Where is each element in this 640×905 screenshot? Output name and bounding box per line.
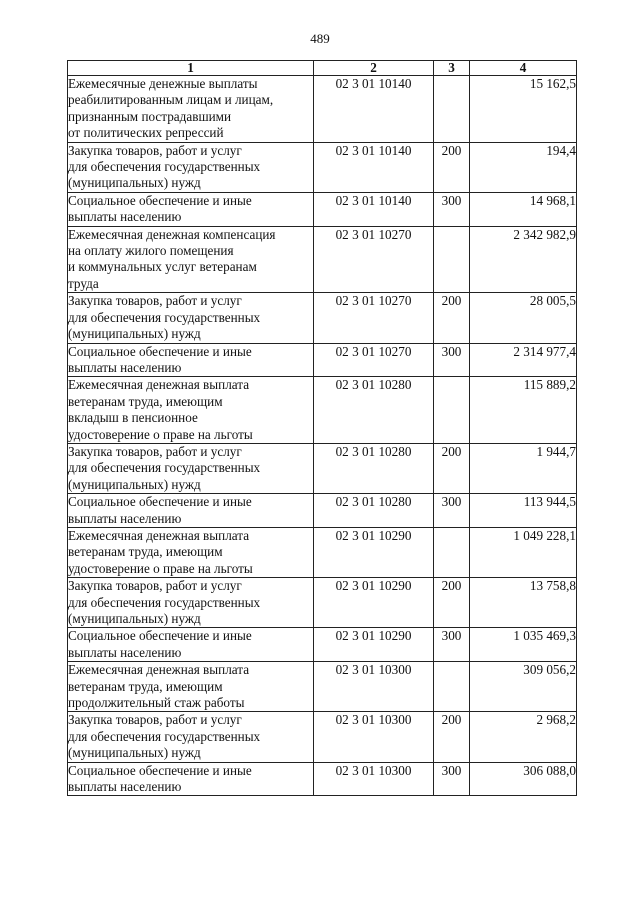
expense-name-line: Социальное обеспечение и иные: [68, 343, 252, 359]
table-row: [68, 712, 577, 762]
target-code-cell: 02 3 01 10270: [314, 293, 434, 343]
expense-name-line: удостоверение о праве на льготы: [68, 426, 253, 442]
amount-cell: 309 056,2: [470, 662, 577, 712]
expense-name-line: для обеспечения государственных: [68, 159, 261, 175]
expense-kind-cell: [434, 662, 470, 712]
table-row: [68, 628, 577, 662]
expense-name-line: Закупка товаров, работ и услуг: [68, 293, 242, 309]
header-col-4: 4: [470, 61, 577, 76]
budget-table: [67, 60, 577, 796]
expense-name-line: для обеспечения государственных: [68, 460, 261, 476]
expense-name-line: на оплату жилого помещения: [68, 243, 234, 259]
expense-name-line: ветеранам труда, имеющим: [68, 544, 223, 560]
expense-name-line: Социальное обеспечение и иные: [68, 628, 252, 644]
target-code-cell: 02 3 01 10140: [314, 142, 434, 192]
target-code-cell: 02 3 01 10280: [314, 494, 434, 528]
expense-name-line: выплаты населению: [68, 644, 182, 660]
amount-cell: 2 968,2: [470, 712, 577, 762]
expense-name-line: Социальное обеспечение и иные: [68, 192, 252, 208]
amount-cell: 113 944,5: [470, 494, 577, 528]
amount-cell: 28 005,5: [470, 293, 577, 343]
expense-kind-cell: 200: [434, 293, 470, 343]
page-number: 489: [310, 31, 330, 46]
expense-kind-cell: [434, 377, 470, 444]
expense-name-line: удостоверение о праве на льготы: [68, 560, 253, 576]
expense-name-cell: [68, 76, 314, 143]
expense-name-line: для обеспечения государственных: [68, 728, 261, 744]
expense-name-line: Закупка товаров, работ и услуг: [68, 443, 242, 459]
expense-kind-cell: 300: [434, 628, 470, 662]
expense-name-line: (муниципальных) нужд: [68, 175, 201, 191]
header-col-1: 1: [68, 61, 314, 76]
expense-name-line: реабилитированным лицам и лицам,: [68, 92, 274, 108]
expense-kind-cell: [434, 527, 470, 577]
expense-kind-cell: 300: [434, 762, 470, 796]
amount-cell: 15 162,5: [470, 76, 577, 143]
header-col-2: 2: [314, 61, 434, 76]
table-body: [68, 76, 577, 796]
expense-kind-cell: 200: [434, 443, 470, 493]
expense-name-line: Ежемесячная денежная выплата: [68, 662, 250, 678]
amount-cell: 306 088,0: [470, 762, 577, 796]
expense-name-cell: [68, 712, 314, 762]
table-row: [68, 443, 577, 493]
expense-kind-cell: 200: [434, 712, 470, 762]
expense-name-line: вкладыш в пенсионное: [68, 410, 198, 426]
amount-cell: 2 314 977,4: [470, 343, 577, 377]
expense-name-cell: [68, 293, 314, 343]
target-code-cell: 02 3 01 10270: [314, 226, 434, 293]
expense-kind-cell: 200: [434, 142, 470, 192]
expense-name-cell: [68, 343, 314, 377]
expense-kind-cell: 300: [434, 343, 470, 377]
table-row: [68, 192, 577, 226]
expense-name-cell: [68, 226, 314, 293]
target-code-cell: 02 3 01 10140: [314, 192, 434, 226]
target-code-cell: 02 3 01 10300: [314, 662, 434, 712]
expense-kind-cell: [434, 76, 470, 143]
amount-cell: 13 758,8: [470, 578, 577, 628]
expense-name-line: выплаты населению: [68, 359, 182, 375]
target-code-cell: 02 3 01 10290: [314, 527, 434, 577]
amount-cell: 1 944,7: [470, 443, 577, 493]
amount-cell: 194,4: [470, 142, 577, 192]
expense-kind-cell: 300: [434, 192, 470, 226]
expense-name-line: (муниципальных) нужд: [68, 611, 201, 626]
expense-name-line: продолжительный стаж работы: [68, 695, 245, 711]
expense-name-line: выплаты населению: [68, 779, 182, 795]
amount-cell: 14 968,1: [470, 192, 577, 226]
amount-cell: 2 342 982,9: [470, 226, 577, 293]
expense-name-cell: [68, 628, 314, 662]
expense-name-cell: [68, 443, 314, 493]
expense-name-line: Ежемесячная денежная выплата: [68, 377, 250, 393]
table-row: [68, 377, 577, 444]
expense-name-line: Закупка товаров, работ и услуг: [68, 578, 242, 594]
target-code-cell: 02 3 01 10290: [314, 578, 434, 628]
amount-cell: 115 889,2: [470, 377, 577, 444]
expense-name-line: признанным пострадавшими: [68, 108, 232, 124]
target-code-cell: 02 3 01 10270: [314, 343, 434, 377]
expense-name-cell: [68, 377, 314, 444]
expense-name-line: ветеранам труда, имеющим: [68, 393, 223, 409]
expense-name-line: Закупка товаров, работ и услуг: [68, 142, 242, 158]
table-row: [68, 142, 577, 192]
target-code-cell: 02 3 01 10300: [314, 762, 434, 796]
expense-name-cell: [68, 142, 314, 192]
expense-name-line: от политических репрессий: [68, 125, 224, 141]
table-row: [68, 76, 577, 143]
expense-name-line: Ежемесячная денежная компенсация: [68, 226, 276, 242]
expense-kind-cell: 200: [434, 578, 470, 628]
target-code-cell: 02 3 01 10300: [314, 712, 434, 762]
expense-name-line: Закупка товаров, работ и услуг: [68, 712, 242, 728]
expense-name-line: для обеспечения государственных: [68, 309, 261, 325]
expense-name-line: Ежемесячная денежная выплата: [68, 527, 250, 543]
expense-name-line: (муниципальных) нужд: [68, 745, 201, 761]
table-row: [68, 293, 577, 343]
expense-name-cell: [68, 662, 314, 712]
target-code-cell: 02 3 01 10290: [314, 628, 434, 662]
expense-name-line: (муниципальных) нужд: [68, 476, 201, 492]
expense-name-cell: [68, 762, 314, 796]
expense-name-line: ветеранам труда, имеющим: [68, 678, 223, 694]
expense-name-line: выплаты населению: [68, 209, 182, 225]
amount-cell: 1 035 469,3: [470, 628, 577, 662]
table-row: [68, 226, 577, 293]
expense-name-line: для обеспечения государственных: [68, 594, 261, 610]
expense-kind-cell: 300: [434, 494, 470, 528]
expense-name-cell: [68, 192, 314, 226]
expense-name-line: выплаты населению: [68, 510, 182, 526]
table-row: [68, 578, 577, 628]
expense-name-line: Социальное обеспечение и иные: [68, 494, 252, 510]
table-row: [68, 527, 577, 577]
target-code-cell: 02 3 01 10140: [314, 76, 434, 143]
table-row: [68, 662, 577, 712]
target-code-cell: 02 3 01 10280: [314, 377, 434, 444]
header-col-3: 3: [434, 61, 470, 76]
expense-name-line: Социальное обеспечение и иные: [68, 762, 252, 778]
expense-kind-cell: [434, 226, 470, 293]
expense-name-line: (муниципальных) нужд: [68, 326, 201, 342]
expense-name-cell: [68, 578, 314, 628]
amount-cell: 1 049 228,1: [470, 527, 577, 577]
table-header-row: [68, 61, 577, 76]
expense-name-line: и коммунальных услуг ветеранам: [68, 259, 257, 275]
target-code-cell: 02 3 01 10280: [314, 443, 434, 493]
table-row: [68, 494, 577, 528]
table-row: [68, 762, 577, 796]
expense-name-cell: [68, 527, 314, 577]
expense-name-line: труда: [68, 275, 99, 291]
table-row: [68, 343, 577, 377]
expense-name-cell: [68, 494, 314, 528]
expense-name-line: Ежемесячные денежные выплаты: [68, 76, 258, 91]
